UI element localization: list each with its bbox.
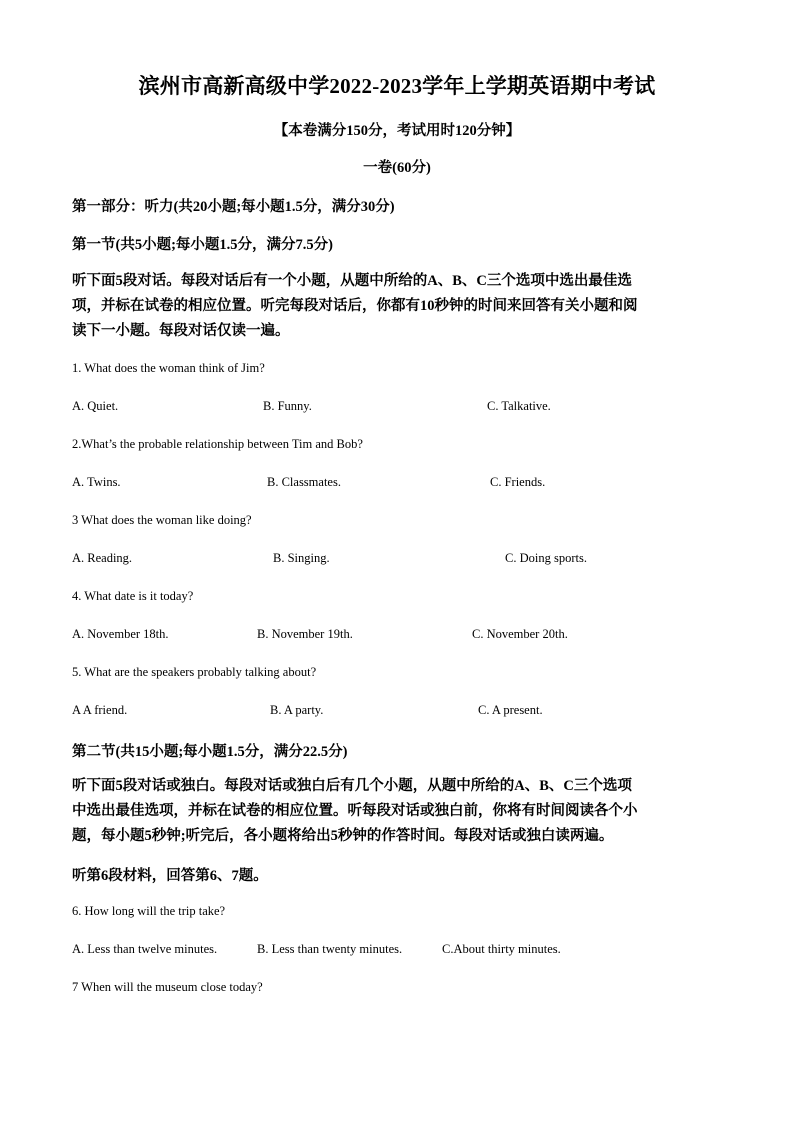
question-4-stem: 4. What date is it today? (72, 589, 194, 603)
exam-title: 滨州市高新高级中学2022-2023学年上学期英语期中考试 (138, 74, 656, 98)
question-5-option-a: A A friend. (72, 703, 128, 717)
section2-instructions (72, 774, 722, 849)
instruction-line: 听下面5段对话。每段对话后有一个小题，从题中所给的A、B、C三个选项中选出最佳选 (72, 273, 632, 289)
question-1-option-b: B. Funny. (263, 399, 312, 413)
instruction-line: 项，并标在试卷的相应位置。听完每段对话后，你都有10秒钟的时间来回答有关小题和阅 (72, 298, 638, 314)
question-4-option-a: A. November 18th. (72, 627, 169, 641)
question-2-option-c: C. Friends. (490, 475, 546, 489)
instruction-line: 题，每小题5秒钟;听完后，各小题将给出5秒钟的作答时间。每段对话或独白读两遍。 (72, 828, 614, 844)
question-2-option-b: B. Classmates. (267, 475, 341, 489)
question-4-option-c: C. November 20th. (472, 627, 568, 641)
volume-heading: 一卷(60分) (363, 160, 431, 176)
section1-instructions (72, 269, 722, 344)
question-5-stem: 5. What are the speakers probably talking about? (72, 665, 317, 679)
score-note: 【本卷满分150分，考试用时120分钟】 (273, 123, 521, 139)
instruction-line: 听下面5段对话或独白。每段对话或独白后有几个小题，从题中所给的A、B、C三个选项 (72, 778, 632, 794)
question-4-option-b: B. November 19th. (257, 627, 353, 641)
question-6-option-c: C.About thirty minutes. (442, 942, 561, 956)
question-1-option-a: A. Quiet. (72, 399, 119, 413)
question-6-option-b: B. Less than twenty minutes. (257, 942, 403, 956)
section2-heading: 第二节(共15小题;每小题1.5分，满分22.5分) (72, 744, 348, 760)
question-7-stem: 7 When will the museum close today? (72, 980, 263, 994)
question-6-stem: 6. How long will the trip take? (72, 904, 226, 918)
material-note: 听第6段材料，回答第6、7题。 (72, 868, 268, 884)
question-3-stem: 3 What does the woman like doing? (72, 513, 252, 527)
question-3-option-c: C. Doing sports. (505, 551, 587, 565)
question-1-stem: 1. What does the woman think of Jim? (72, 361, 265, 375)
question-3-option-a: A. Reading. (72, 551, 133, 565)
part1-heading: 第一部分：听力(共20小题;每小题1.5分，满分30分) (72, 199, 395, 215)
instruction-line: 中选出最佳选项，并标在试卷的相应位置。听每段对话或独白前，你将有时间阅读各个小 (72, 803, 638, 819)
section1-heading: 第一节(共5小题;每小题1.5分，满分7.5分) (72, 237, 333, 253)
question-2-stem: 2.What’s the probable relationship between Tim and Bob? (72, 437, 363, 451)
question-3-option-b: B. Singing. (273, 551, 330, 565)
instruction-line: 读下一小题。每段对话仅读一遍。 (72, 323, 290, 339)
question-5-option-b: B. A party. (270, 703, 324, 717)
question-2-option-a: A. Twins. (72, 475, 121, 489)
question-1-option-c: C. Talkative. (487, 399, 551, 413)
question-5-option-c: C. A present. (478, 703, 543, 717)
question-6-option-a: A. Less than twelve minutes. (72, 942, 218, 956)
